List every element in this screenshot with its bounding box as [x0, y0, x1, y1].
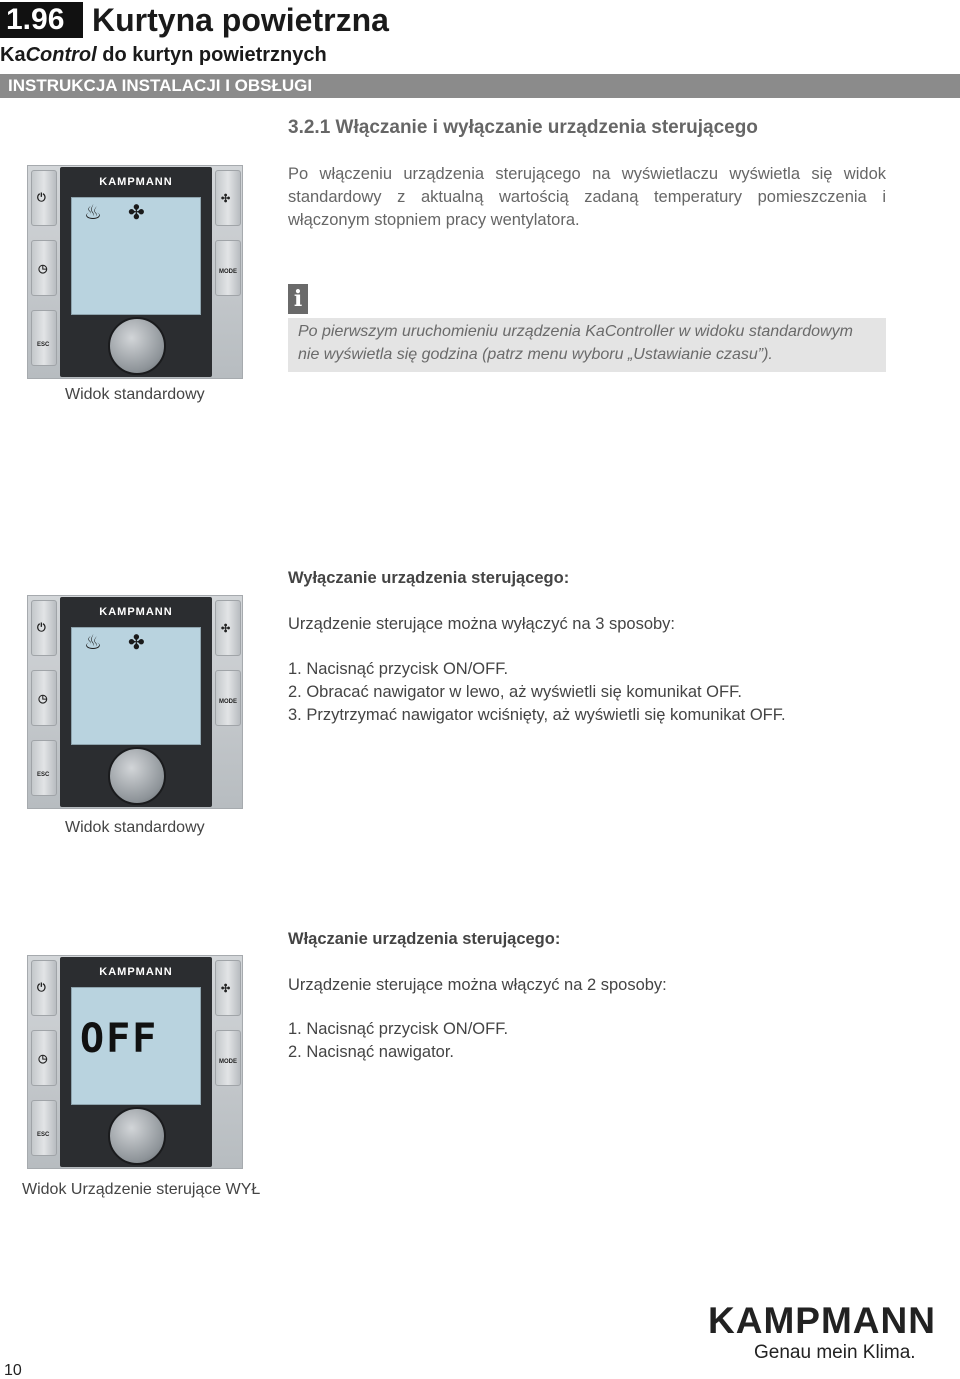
fan-icon: ✤ [128, 202, 145, 224]
off-heading: Wyłączanie urządzenia sterującego: [288, 569, 570, 587]
off-lead: Urządzenie sterujące można wyłączyć na 3 sposoby: [288, 615, 676, 633]
caption-standard-2: Widok standardowy [65, 819, 205, 836]
esc-button[interactable] [31, 740, 57, 796]
device-brand: KAMPMANN [99, 176, 173, 188]
esc-button[interactable] [31, 310, 57, 366]
on-heading: Włączanie urządzenia sterującego: [288, 930, 561, 948]
mode-button[interactable] [215, 240, 241, 296]
power-icon: ⏻ [37, 982, 46, 994]
caption-standard-1: Widok standardowy [65, 386, 205, 403]
caption-off: Widok Urządzenie sterujące WYŁ [22, 1181, 261, 1198]
slogan: Genau mein Klima. [754, 1342, 916, 1363]
on-lead: Urządzenie sterujące można włączyć na 2 sposoby: [288, 976, 667, 994]
mode-label: MODE [219, 699, 237, 705]
chapter-title: Kurtyna powietrzna [92, 2, 389, 38]
power-icon: ⏻ [37, 192, 46, 204]
navigator-knob[interactable] [108, 1107, 166, 1165]
lcd-display [71, 627, 201, 745]
manual-type-bar: INSTRUKCJA INSTALACJI I OBSŁUGI [0, 74, 960, 98]
off-step: 1. Nacisnąć przycisk ON/OFF. [288, 660, 509, 678]
clock-icon: ◷ [38, 263, 48, 275]
fan-icon: ✤ [128, 632, 145, 654]
esc-label: ESC [37, 772, 50, 778]
mode-button[interactable] [215, 670, 241, 726]
device-brand: KAMPMANN [99, 966, 173, 978]
lcd-display [71, 197, 201, 315]
page-number: 10 [4, 1362, 22, 1379]
controller-device-standard-2 [27, 595, 243, 809]
clock-icon: ◷ [38, 693, 48, 705]
clock-icon: ◷ [38, 1053, 48, 1065]
fan-icon: ✣ [221, 983, 231, 995]
section-title: 3.2.1 Włączanie i wyłączanie urządzenia sterującego [288, 117, 758, 138]
info-icon: i [288, 284, 308, 314]
heat-icon: ♨ [84, 632, 102, 654]
fan-icon: ✣ [221, 623, 231, 635]
navigator-knob[interactable] [108, 317, 166, 375]
device-face [60, 597, 212, 807]
esc-label: ESC [37, 1132, 50, 1138]
info-note: Po pierwszym uruchomieniu urządzenia KaController w widoku standardowym nie wyświetla się godzina (patrz menu wyboru „Ustawianie czasu”). [288, 318, 886, 372]
off-step: 2. Obracać nawigator w lewo, aż wyświetli się komunikat OFF. [288, 683, 742, 701]
mode-button[interactable] [215, 1030, 241, 1086]
esc-label: ESC [37, 342, 50, 348]
controller-device-off [27, 955, 243, 1169]
intro-paragraph: Po włączeniu urządzenia sterującego na wyświetlaczu wyświetla się widok standardowy z aktualną wartością zadaną temperatury pomieszczenia i włączonym stopniem pracy wentylatora. [288, 165, 886, 229]
controller-device-standard-1 [27, 165, 243, 379]
device-brand: KAMPMANN [99, 606, 173, 618]
mode-label: MODE [219, 1059, 237, 1065]
chapter-subtitle: KaControl do kurtyn powietrznych [0, 44, 327, 66]
heat-icon: ♨ [84, 202, 102, 224]
device-face [60, 167, 212, 377]
lcd-display [71, 987, 201, 1105]
kampmann-logo: KAMPMANN [708, 1300, 936, 1341]
on-step: 1. Nacisnąć przycisk ON/OFF. [288, 1020, 509, 1038]
fan-icon: ✣ [221, 193, 231, 205]
mode-label: MODE [219, 269, 237, 275]
device-face [60, 957, 212, 1167]
off-step: 3. Przytrzymać nawigator wciśnięty, aż wyświetli się komunikat OFF. [288, 706, 786, 724]
esc-button[interactable] [31, 1100, 57, 1156]
on-step: 2. Nacisnąć nawigator. [288, 1043, 455, 1061]
off-message: OFF [80, 1016, 159, 1062]
power-icon: ⏻ [37, 622, 46, 634]
navigator-knob[interactable] [108, 747, 166, 805]
chapter-number: 1.96 [0, 2, 83, 38]
